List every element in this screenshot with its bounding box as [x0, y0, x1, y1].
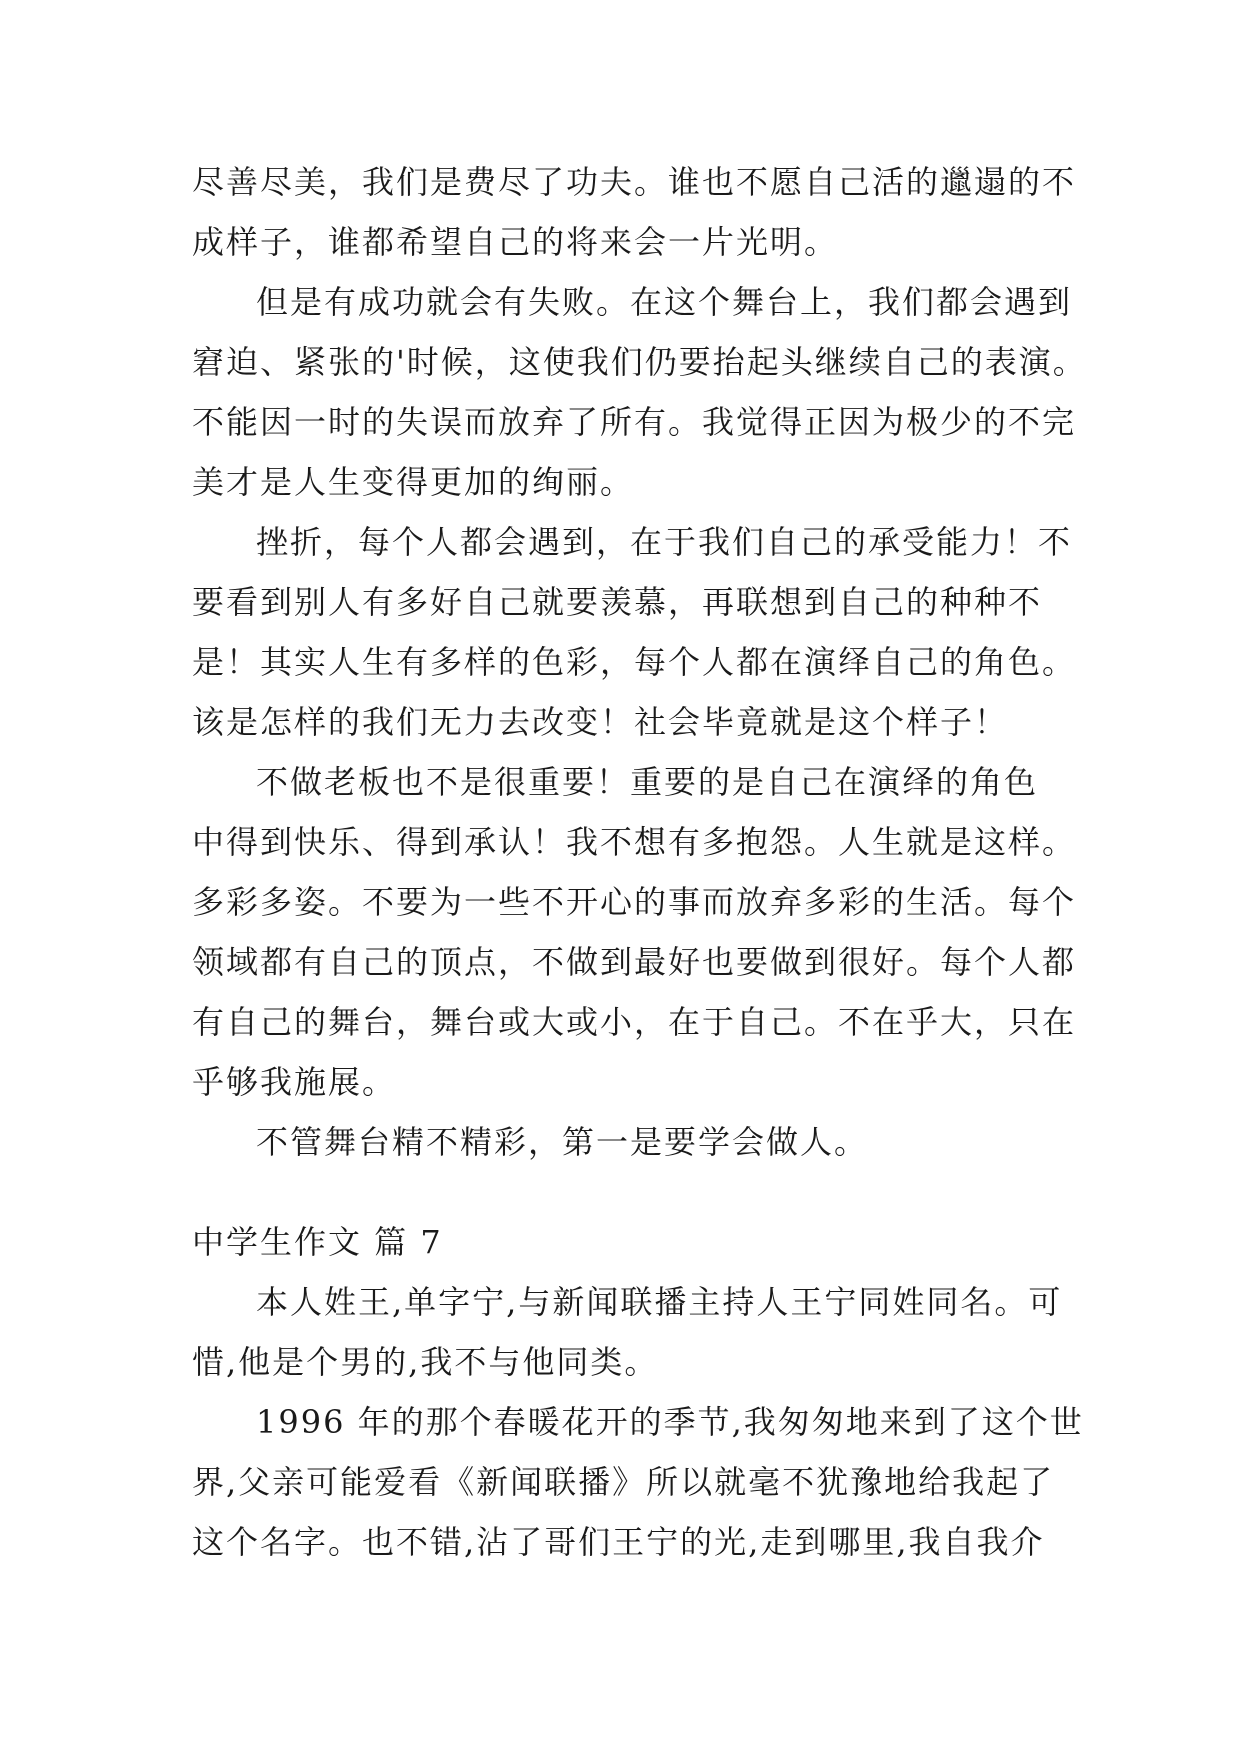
paragraph — [192, 272, 1087, 512]
text-line: 是！其实人生有多样的色彩，每个人都在演绎自己的角色。 — [192, 643, 1077, 681]
text-line: 但是有成功就会有失败。在这个舞台上，我们都会遇到 — [256, 283, 1073, 321]
text-line: 惜,他是个男的,我不与他同类。 — [192, 1343, 659, 1381]
text-line: 该是怎样的我们无力去改变！社会毕竟就是这个样子！ — [192, 703, 1009, 741]
paragraph — [192, 752, 1077, 1112]
paragraph — [192, 1112, 1072, 1172]
text-line: 中得到快乐、得到承认！我不想有多抱怨。人生就是这样。 — [192, 823, 1077, 861]
text-line: 尽善尽美，我们是费尽了功夫。谁也不愿自己活的邋遢的不 — [192, 163, 1077, 201]
text-line: 有自己的舞台，舞台或大或小，在于自己。不在乎大，只在 — [192, 1003, 1077, 1041]
text-line: 这个名字。也不错,沾了哥们王宁的光,走到哪里,我自我介 — [192, 1523, 1045, 1561]
paragraph — [192, 152, 1077, 272]
text-line: 美才是人生变得更加的绚丽。 — [192, 463, 635, 501]
text-line: 乎够我施展。 — [192, 1063, 397, 1101]
text-line: 不管舞台精不精彩，第一是要学会做人。 — [256, 1123, 869, 1161]
text-line: 本人姓王,单字宁,与新闻联播主持人王宁同姓同名。可 — [256, 1283, 1063, 1321]
text-line: 窘迫、紧张的'时候，这使我们仍要抬起头继续自己的表演。 — [192, 343, 1087, 381]
text-line: 不做老板也不是很重要！重要的是自己在演绎的角色 — [256, 763, 1039, 801]
paragraph — [192, 1272, 1072, 1392]
text-line: 不能因一时的失误而放弃了所有。我觉得正因为极少的不完 — [192, 403, 1077, 441]
paragraph — [192, 512, 1077, 752]
section-heading: 中学生作文 篇 7 — [192, 1223, 443, 1261]
document-page — [192, 152, 1087, 1572]
text-line: 多彩多姿。不要为一些不开心的事而放弃多彩的生活。每个 — [192, 883, 1077, 921]
text-line: 领域都有自己的顶点，不做到最好也要做到很好。每个人都 — [192, 943, 1077, 981]
text-line: 1996 年的那个春暖花开的季节,我匆匆地来到了这个世 — [256, 1403, 1084, 1441]
text-line: 界,父亲可能爱看《新闻联播》所以就毫不犹豫地给我起了 — [192, 1463, 1055, 1501]
text-line: 挫折，每个人都会遇到，在于我们自己的承受能力！不 — [256, 523, 1073, 561]
text-line: 要看到别人有多好自己就要羡慕，再联想到自己的种种不 — [192, 583, 1043, 621]
text-line: 成样子，谁都希望自己的将来会一片光明。 — [192, 223, 839, 261]
paragraph — [192, 1392, 1084, 1572]
